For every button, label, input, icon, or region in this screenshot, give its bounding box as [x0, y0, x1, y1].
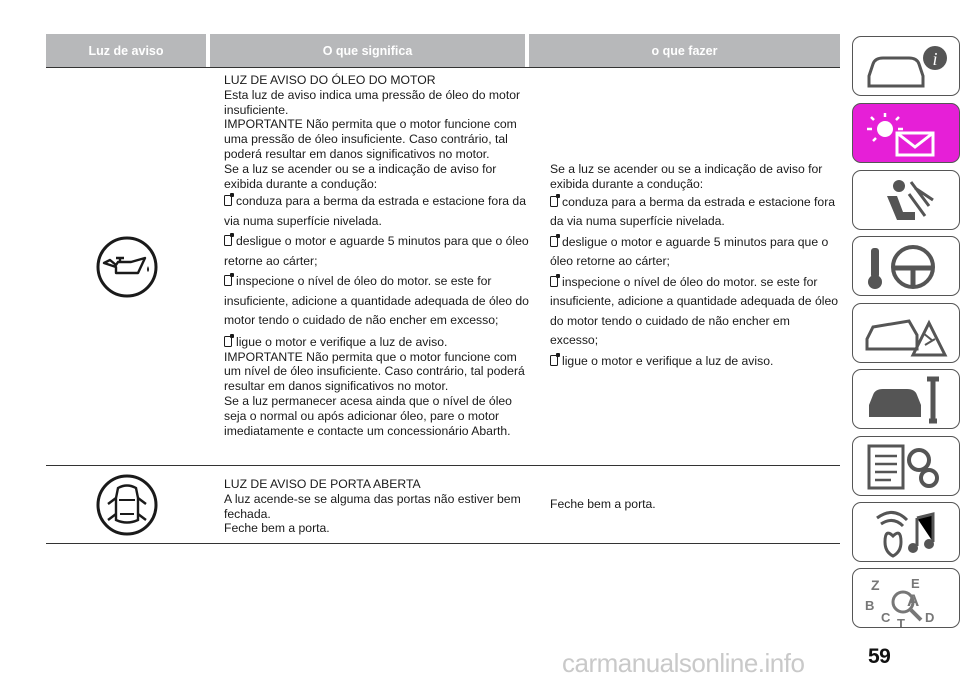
list-item: conduza para a berma da estrada e estacione fora da via numa superfície nivelada. [550, 194, 836, 229]
car-info-icon [863, 42, 953, 92]
header-action: o que fazer [529, 34, 840, 67]
alphabetical-index-icon [863, 574, 953, 628]
index-letter: Z [871, 577, 880, 593]
header-meaning: O que significa [210, 34, 525, 67]
meaning-paragraph: IMPORTANTE Não permita que o motor funcione com uma pressão de óleo insuficiente. Caso contrário, tal poderá resultar em danos significativos no motor. [224, 117, 517, 161]
table-row [46, 68, 840, 466]
bullet-icon [550, 355, 558, 366]
index-letter: T [897, 616, 905, 628]
list-item: inspecione o nível de óleo do motor. se este for insuficiente, adicione a quantidade adequada de óleo do motor tendo o cuidado de não encher em excesso; [224, 274, 529, 328]
bullet-icon [550, 236, 558, 247]
index-letter: C [881, 610, 891, 625]
list-item: ligue o motor e verifique a luz de aviso. [224, 335, 532, 350]
bullet-icon [224, 195, 232, 206]
page-number: 59 [868, 645, 891, 668]
meaning-paragraph: Se a luz permanecer acesa ainda que o nível de óleo seja o normal ou após adicionar óleo, pare o motor imediatamente e contacte um concessionário Abarth. [224, 394, 512, 438]
meaning-cell [208, 68, 538, 465]
tab-starting-driving[interactable] [852, 236, 960, 296]
index-letter: B [865, 598, 875, 613]
tab-safety[interactable] [852, 170, 960, 230]
meaning-paragraph: Se a luz se acender ou se a indicação de aviso for exibida durante a condução: [224, 161, 497, 191]
table-row [46, 466, 840, 544]
meaning-title: LUZ DE AVISO DE PORTA ABERTA [224, 477, 421, 491]
action-cell [538, 466, 840, 543]
meaning-paragraph: IMPORTANTE Não permita que o motor funcione com um nível de óleo insuficiente. Caso contrário, tal poderá resultar em danos significativos no motor. [224, 349, 525, 394]
tab-car-info[interactable] [852, 36, 960, 96]
meaning-paragraph: A luz acende-se se alguma das portas não estiver bem fechada. [224, 491, 521, 521]
warning-light-table [46, 34, 840, 544]
bullet-icon [550, 276, 558, 287]
key-steering-wheel-icon [863, 242, 953, 292]
bullet-icon [550, 196, 558, 207]
tab-warning-lights[interactable] [852, 103, 960, 163]
list-item: conduza para a berma da estrada e estacione fora da via numa superfície nivelada. [224, 194, 526, 228]
oil-can-icon [96, 236, 158, 298]
door-open-icon [96, 474, 158, 536]
meaning-title: LUZ DE AVISO DO ÓLEO DO MOTOR [224, 73, 436, 87]
tab-maintenance[interactable] [852, 369, 960, 429]
index-letter: D [925, 610, 935, 625]
meaning-cell [208, 466, 538, 543]
svg-text:i: i [932, 49, 938, 69]
car-maintenance-icon [863, 375, 953, 425]
action-intro: Feche bem a porta. [550, 497, 656, 512]
list-item: ligue o motor e verifique a luz de aviso. [550, 352, 840, 372]
bullet-icon [224, 275, 232, 286]
bullet-icon [224, 336, 232, 347]
index-letter: A [907, 591, 920, 610]
bullet-icon [224, 235, 232, 246]
action-intro: Se a luz se acender ou se a indicação de aviso for exibida durante a condução: [550, 161, 823, 191]
meaning-paragraph: Esta luz de aviso indica uma pressão de óleo do motor insuficiente. [224, 87, 521, 117]
tab-index[interactable] [852, 568, 960, 628]
warning-light-cell [46, 466, 208, 543]
meaning-paragraph: Feche bem a porta. [224, 521, 330, 536]
header-warning-light: Luz de aviso [46, 34, 206, 67]
table-header [46, 34, 840, 68]
multimedia-icon [863, 508, 953, 558]
index-letter: E [911, 576, 920, 591]
technical-data-icon [863, 442, 953, 492]
tab-multimedia[interactable] [852, 502, 960, 562]
tab-emergency[interactable] [852, 303, 960, 363]
action-cell [538, 68, 840, 465]
warning-light-cell [46, 68, 208, 465]
car-emergency-icon [863, 309, 953, 359]
list-item: inspecione o nível de óleo do motor. se este for insuficiente, adicione a quantidade adequada de óleo do motor tendo o cuidado de não encher em excesso; [550, 274, 838, 348]
tab-technical-data[interactable] [852, 436, 960, 496]
watermark: carmanualsonline.info [562, 648, 805, 678]
seat-airbag-icon [863, 176, 953, 226]
warning-light-message-icon [863, 109, 953, 159]
list-item: desligue o motor e aguarde 5 minutos para que o óleo retorne ao cárter; [224, 234, 529, 268]
list-item: desligue o motor e aguarde 5 minutos para que o óleo retorne ao cárter; [550, 234, 829, 269]
